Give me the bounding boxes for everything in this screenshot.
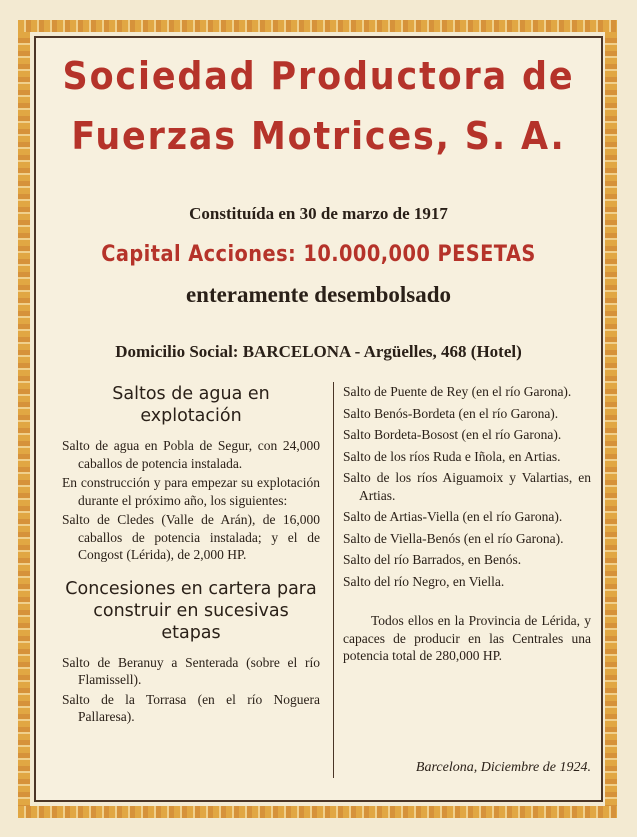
left-column bbox=[62, 383, 320, 728]
list-item: Salto de los ríos Ruda e Iñola, en Artias. bbox=[343, 448, 561, 464]
list-item: Salto Benós-Bordeta (en el río Garona). bbox=[343, 405, 559, 421]
heading-concessions: Concesiones en cartera para construir en sucesivas etapas bbox=[65, 578, 317, 643]
list-item: Salto del río Barrados, en Benós. bbox=[343, 552, 522, 567]
title-line-2: Fuerzas Motrices, S. A. bbox=[71, 114, 566, 158]
list-item: En construcción y para empezar su explotación durante el próximo año, los siguientes: bbox=[62, 475, 320, 508]
title-line-1: Sociedad Productora de bbox=[62, 54, 575, 98]
summary-paragraph: Todos ellos en la Provincia de Lérida, y capaces de producir en las Centrales una potencia total de 280,000 HP. bbox=[343, 613, 591, 663]
list-item: Salto de los ríos Aiguamoix y Valartias, en Artias. bbox=[343, 470, 591, 503]
heading-exploitation: Saltos de agua en explotación bbox=[112, 384, 270, 426]
company-title bbox=[57, 46, 580, 166]
domicile-line: Domicilio Social: BARCELONA - Argüelles, 468 (Hotel) bbox=[115, 342, 522, 361]
list-item: Salto Bordeta-Bosost (en el río Garona). bbox=[343, 427, 562, 442]
list-item: Salto de la Torrasa (en el río Noguera Pallaresa). bbox=[62, 691, 320, 724]
list-item: Salto de Puente de Rey (en el río Garona). bbox=[343, 384, 572, 399]
column-divider bbox=[333, 382, 334, 778]
list-item: Salto de agua en Pobla de Segur, con 24,000 caballos de potencia instalada. bbox=[62, 438, 320, 471]
list-item: Salto de Viella-Benós (en el río Garona). bbox=[343, 530, 564, 546]
constituted-line: Constituída en 30 de marzo de 1917 bbox=[189, 204, 448, 223]
date-signature: Barcelona, Diciembre de 1924. bbox=[415, 760, 591, 775]
paid-line: enteramente desembolsado bbox=[185, 282, 452, 307]
capital-line: Capital Acciones: 10.000,000 PESETAS bbox=[101, 242, 536, 267]
list-item: Salto del río Negro, en Viella. bbox=[343, 573, 505, 589]
right-column bbox=[343, 383, 591, 665]
list-item: Salto de Artias-Viella (en el río Garona). bbox=[343, 509, 563, 524]
list-item: Salto de Cledes (Valle de Arán), de 16,000 caballos de potencia instalada; y el de Congost (Lérida), de 2,000 HP. bbox=[62, 512, 320, 562]
list-item: Salto de Beranuy a Senterada (sobre el río Flamissell). bbox=[62, 654, 320, 687]
